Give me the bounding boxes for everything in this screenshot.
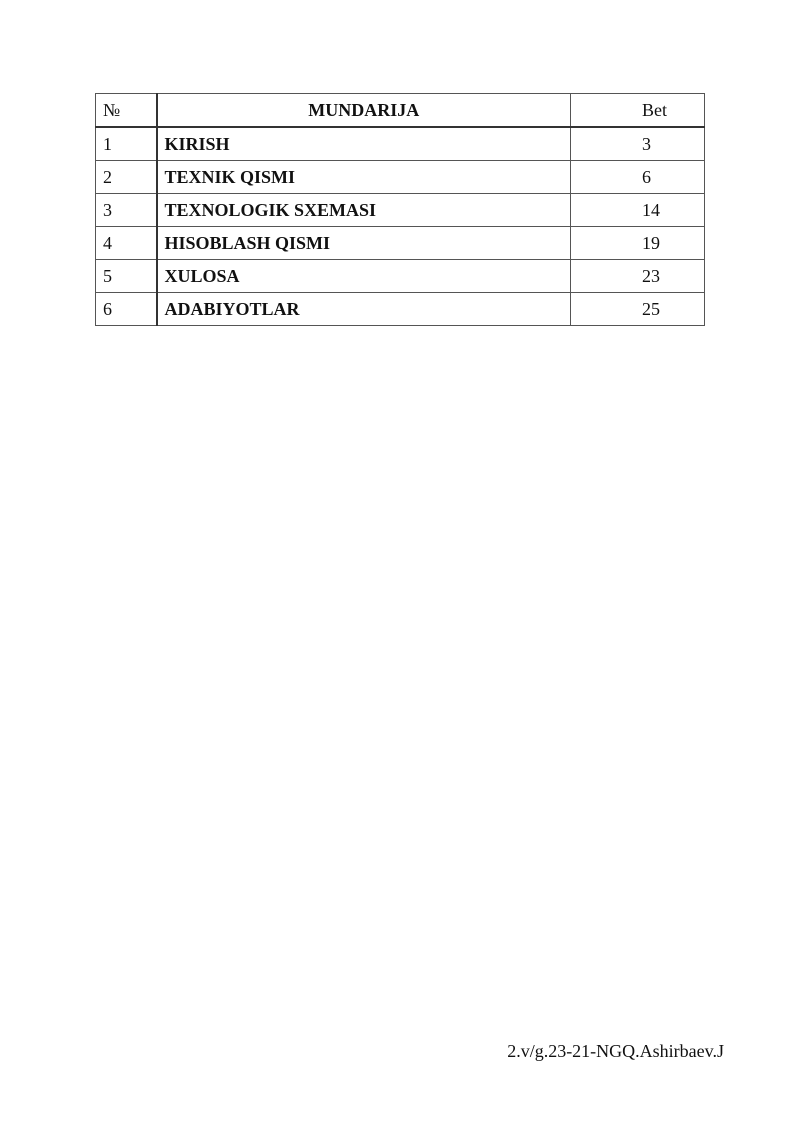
toc-header-title: MUNDARIJA (157, 94, 571, 128)
toc-row-page: 25 (571, 293, 705, 326)
toc-row-page: 14 (571, 194, 705, 227)
toc-row-title: TEXNIK QISMI (157, 161, 571, 194)
toc-row-page: 3 (571, 127, 705, 161)
table-of-contents (95, 93, 705, 326)
toc-row-title: TEXNOLOGIK SXEMASI (157, 194, 571, 227)
toc-row-title: XULOSA (157, 260, 571, 293)
toc-header-number: № (96, 94, 157, 128)
toc-row-title: KIRISH (157, 127, 571, 161)
table-row (96, 293, 705, 326)
toc-row-number: 1 (96, 127, 157, 161)
table-row (96, 194, 705, 227)
toc-row-number: 5 (96, 260, 157, 293)
toc-row-page: 23 (571, 260, 705, 293)
table-row (96, 127, 705, 161)
toc-row-number: 3 (96, 194, 157, 227)
toc-row-page: 6 (571, 161, 705, 194)
toc-row-title: ADABIYOTLAR (157, 293, 571, 326)
toc-row-number: 6 (96, 293, 157, 326)
table-row (96, 161, 705, 194)
toc-row-number: 4 (96, 227, 157, 260)
table-row (96, 260, 705, 293)
toc-row-page: 19 (571, 227, 705, 260)
toc-row-title: HISOBLASH QISMI (157, 227, 571, 260)
toc-header-row (96, 94, 705, 128)
toc-row-number: 2 (96, 161, 157, 194)
table-row (96, 227, 705, 260)
footer-document-code: 2.v/g.23-21-NGQ.Ashirbaev.J (507, 1041, 724, 1061)
toc-header-page: Bet (571, 94, 705, 128)
